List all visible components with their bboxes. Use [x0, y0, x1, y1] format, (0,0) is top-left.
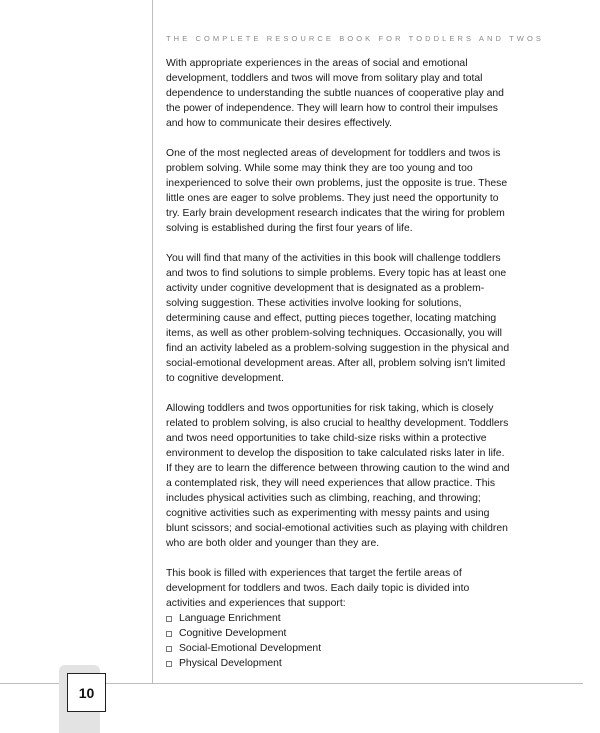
list-item-label: Physical Development	[179, 658, 282, 669]
list-item-label: Language Enrichment	[179, 613, 281, 624]
square-bullet-icon	[166, 631, 172, 637]
paragraph: With appropriate experiences in the areas of social and emotional development, toddlers and twos will move from solitary play and total dependence to understanding the subtle nuances of cooperative play and the power of independence. They will learn how to control their impulses and how to communicate their desires effectively.	[166, 58, 504, 129]
list-item-label: Cognitive Development	[179, 628, 287, 639]
page-number: 10	[67, 673, 106, 712]
running-header: THE COMPLETE RESOURCE BOOK FOR TODDLERS AND TWOS	[166, 34, 545, 43]
square-bullet-icon	[166, 616, 172, 622]
list-item	[166, 611, 511, 626]
paragraph: You will find that many of the activities in this book will challenge toddlers and twos to find solutions to simple problems. Every topic has at least one activity under cognitive development that is designated as a problem-solving suggestion. These activities involve looking for solutions, determining cause and effect, putting pieces together, locating matching items, as well as other problem-solving techniques. Occasionally, you will find an activity labeled as a problem-solving suggestion in the physical and social-emotional development areas. After all, problem solving isn't limited to cognitive development.	[166, 253, 510, 384]
list-item	[166, 626, 511, 641]
vertical-margin-rule	[152, 0, 153, 683]
paragraph: Allowing toddlers and twos opportunities for risk taking, which is closely related to problem solving, is also crucial to healthy development. Toddlers and twos need opportunities to take child-size risks within a protective environment to develop the disposition to take calculated risks later in life. If they are to learn the difference between throwing caution to the wind and a contemplated risk, they will need experiences that allow practice. This includes physical activities such as climbing, reaching, and throwing; cognitive activities such as experimenting with messy paints and using blunt scissors; and social-emotional activities such as playing with children who are both older and younger than they are.	[166, 403, 510, 549]
paragraph: This book is filled with experiences that target the fertile areas of development for toddlers and twos. Each daily topic is divided into activities and experiences that support:	[166, 568, 470, 609]
list-item-label: Social-Emotional Development	[179, 643, 322, 654]
footer-rule-right	[103, 683, 583, 684]
list-item	[166, 656, 511, 671]
square-bullet-icon	[166, 661, 172, 667]
paragraph: One of the most neglected areas of development for toddlers and twos is problem solving. While some may think they are too young and too inexperienced to solve their own problems, just the opposite is true. These little ones are eager to solve problems. They just need the opportunity to try. Early brain development research indicates that the wiring for problem solving is established during the first four years of life.	[166, 148, 508, 234]
square-bullet-icon	[166, 646, 172, 652]
footer-rule-left	[0, 683, 62, 684]
body-text	[166, 56, 511, 671]
development-area-list	[166, 611, 511, 671]
list-item	[166, 641, 511, 656]
